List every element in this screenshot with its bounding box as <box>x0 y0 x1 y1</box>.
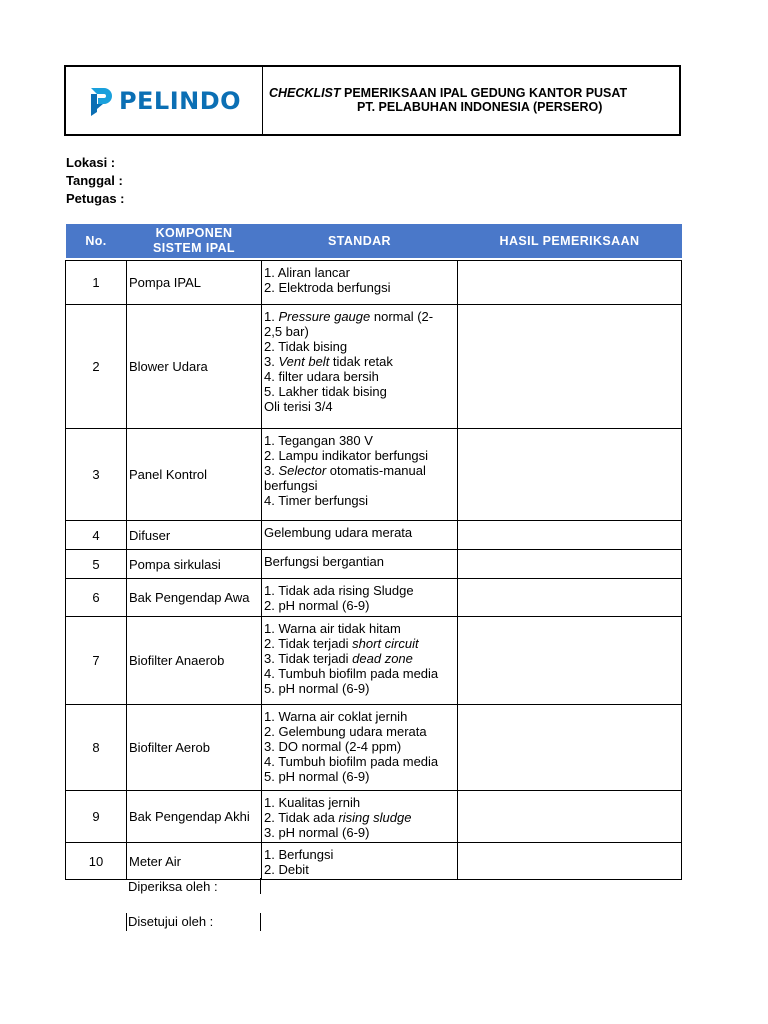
standar-text: Oli terisi 3/4 <box>264 399 333 414</box>
header-standar: STANDAR <box>262 224 458 258</box>
standar-text: 1. <box>264 309 279 324</box>
standar-text: otomatis-manual <box>326 463 426 478</box>
row-komponen: Biofilter Anaerob <box>127 617 262 705</box>
standar-line <box>264 825 455 840</box>
standar-text: berfungsi <box>264 478 318 493</box>
standar-line <box>264 448 455 463</box>
standar-text: 2. Gelembung udara merata <box>264 724 427 739</box>
table-row <box>66 261 682 305</box>
row-hasil-input[interactable] <box>458 579 682 617</box>
header-komponen-line1: KOMPONEN <box>155 226 233 240</box>
row-komponen: Panel Kontrol <box>127 429 262 521</box>
standar-line <box>264 754 455 769</box>
standar-line <box>264 463 455 478</box>
row-standar <box>262 843 458 880</box>
title-rest: PEMERIKSAAN IPAL GEDUNG KANTOR PUSAT <box>340 86 628 100</box>
standar-text: 5. pH normal (6-9) <box>264 769 370 784</box>
header-no: No. <box>66 224 127 258</box>
row-standar <box>262 791 458 843</box>
standar-text: 3. <box>264 354 279 369</box>
pelindo-logo-icon <box>87 86 113 116</box>
table-row <box>66 705 682 791</box>
row-hasil-input[interactable] <box>458 705 682 791</box>
row-standar <box>262 550 458 579</box>
standar-text: 4. Tumbuh biofilm pada media <box>264 666 439 681</box>
standar-line <box>264 847 455 862</box>
row-number: 3 <box>66 429 127 521</box>
standar-text: 1. Warna air coklat jernih <box>264 709 408 724</box>
row-standar <box>262 261 458 305</box>
title-italic: CHECKLIST <box>269 86 341 100</box>
standar-text: 4. filter udara bersih <box>264 369 379 384</box>
document-subtitle: PT. PELABUHAN INDONESIA (PERSERO) <box>357 100 603 114</box>
table-row <box>66 617 682 705</box>
standar-text: tidak retak <box>329 354 393 369</box>
standar-text: 1. Warna air tidak hitam <box>264 621 401 636</box>
logo-wordmark: PELINDO <box>118 86 242 115</box>
row-komponen: Bak Pengendap Awa <box>127 579 262 617</box>
lokasi-label: Lokasi : <box>66 155 116 170</box>
standar-line <box>264 666 455 681</box>
standar-text: 1. Tidak ada rising Sludge <box>264 583 414 598</box>
tanggal-label: Tanggal : <box>66 173 123 188</box>
standar-text: 2. Lampu indikator berfungsi <box>264 448 429 463</box>
table-row <box>66 429 682 521</box>
checklist-table <box>65 224 682 880</box>
pelindo-logo <box>87 86 241 116</box>
row-number: 9 <box>66 791 127 843</box>
petugas-label: Petugas : <box>66 191 125 206</box>
standar-text: 2. Tidak ada <box>264 810 339 825</box>
standar-line <box>264 583 455 598</box>
standar-line <box>264 554 455 569</box>
row-hasil-input[interactable] <box>458 617 682 705</box>
standar-text: 2. Tidak bising <box>264 339 348 354</box>
standar-line <box>264 324 455 339</box>
standar-line <box>264 369 455 384</box>
row-komponen: Pompa IPAL <box>127 261 262 305</box>
row-number: 4 <box>66 521 127 550</box>
standar-term-italic: dead zone <box>352 651 413 666</box>
standar-line <box>264 769 455 784</box>
standar-line <box>264 651 455 666</box>
row-komponen: Pompa sirkulasi <box>127 550 262 579</box>
standar-text: Gelembung udara merata <box>264 525 413 540</box>
row-hasil-input[interactable] <box>458 550 682 579</box>
row-number: 5 <box>66 550 127 579</box>
row-number: 8 <box>66 705 127 791</box>
standar-line <box>264 309 455 324</box>
standar-line <box>264 399 455 414</box>
standar-term-italic: rising sludge <box>338 810 412 825</box>
standar-term-italic: Pressure gauge <box>278 309 371 324</box>
standar-line <box>264 280 455 295</box>
standar-text: 4. Tumbuh biofilm pada media <box>264 754 439 769</box>
row-komponen: Difuser <box>127 521 262 550</box>
standar-text: 2. Debit <box>264 862 309 877</box>
standar-text: 2,5 bar) <box>264 324 309 339</box>
standar-text: 1. Berfungsi <box>264 847 334 862</box>
standar-line <box>264 384 455 399</box>
row-komponen: Meter Air <box>127 843 262 880</box>
standar-text: 5. pH normal (6-9) <box>264 681 370 696</box>
standar-line <box>264 598 455 613</box>
standar-line <box>264 339 455 354</box>
disetujui-left-divider <box>126 913 127 931</box>
row-hasil-input[interactable] <box>458 261 682 305</box>
diperiksa-label: Diperiksa oleh : <box>128 879 218 894</box>
standar-text: 1. Tegangan 380 V <box>264 433 373 448</box>
standar-line <box>264 681 455 696</box>
row-komponen: Blower Udara <box>127 305 262 429</box>
standar-term-italic: Selector <box>278 463 327 478</box>
standar-text: 5. Lakher tidak bising <box>264 384 387 399</box>
row-standar <box>262 617 458 705</box>
standar-text: 4. Timer berfungsi <box>264 493 369 508</box>
row-number: 2 <box>66 305 127 429</box>
row-standar <box>262 579 458 617</box>
meta-fields <box>66 154 125 208</box>
diperiksa-divider <box>260 878 261 894</box>
standar-text: 2. Elektroda berfungsi <box>264 280 391 295</box>
standar-text: 3. <box>264 463 279 478</box>
row-hasil-input[interactable] <box>458 843 682 880</box>
standar-line <box>264 810 455 825</box>
title-cell <box>263 67 679 134</box>
standar-line <box>264 525 455 540</box>
disetujui-label: Disetujui oleh : <box>128 914 214 929</box>
document-title <box>263 86 679 100</box>
standar-line <box>264 795 455 810</box>
table-row <box>66 305 682 429</box>
standar-text: 1. Kualitas jernih <box>264 795 361 810</box>
row-hasil-input[interactable] <box>458 429 682 521</box>
standar-text: Berfungsi bergantian <box>264 554 384 569</box>
standar-text: 3. pH normal (6-9) <box>264 825 370 840</box>
row-number: 6 <box>66 579 127 617</box>
table-row <box>66 521 682 550</box>
header-komponen-line2: SISTEM IPAL <box>153 241 235 255</box>
standar-line <box>264 265 455 280</box>
standar-line <box>264 493 455 508</box>
standar-term-italic: Vent belt <box>278 354 330 369</box>
header-komponen <box>127 224 262 258</box>
standar-text: normal (2- <box>370 309 434 324</box>
standar-text: 1. Aliran lancar <box>264 265 350 280</box>
standar-line <box>264 433 455 448</box>
header-hasil: HASIL PEMERIKSAAN <box>458 224 682 258</box>
row-number: 7 <box>66 617 127 705</box>
standar-line <box>264 478 455 493</box>
standar-line <box>264 709 455 724</box>
table-row <box>66 791 682 843</box>
table-row <box>66 843 682 880</box>
row-hasil-input[interactable] <box>458 521 682 550</box>
table-header-row <box>66 224 682 258</box>
standar-text: 2. pH normal (6-9) <box>264 598 370 613</box>
row-number: 1 <box>66 261 127 305</box>
document-header <box>64 65 681 136</box>
row-standar <box>262 705 458 791</box>
standar-term-italic: short circuit <box>352 636 419 651</box>
disetujui-divider <box>260 913 261 931</box>
row-hasil-input[interactable] <box>458 791 682 843</box>
logo-cell <box>66 67 263 134</box>
standar-text: 3. DO normal (2-4 ppm) <box>264 739 402 754</box>
row-standar <box>262 305 458 429</box>
row-standar <box>262 429 458 521</box>
table-row <box>66 579 682 617</box>
row-hasil-input[interactable] <box>458 305 682 429</box>
row-komponen: Bak Pengendap Akhi <box>127 791 262 843</box>
standar-line <box>264 621 455 636</box>
row-number: 10 <box>66 843 127 880</box>
standar-line <box>264 636 455 651</box>
standar-text: 2. Tidak terjadi <box>264 636 353 651</box>
row-standar <box>262 521 458 550</box>
table-row <box>66 550 682 579</box>
standar-line <box>264 862 455 877</box>
standar-line <box>264 739 455 754</box>
table-body <box>66 258 682 880</box>
row-komponen: Biofilter Aerob <box>127 705 262 791</box>
standar-line <box>264 354 455 369</box>
standar-text: 3. Tidak terjadi <box>264 651 353 666</box>
standar-line <box>264 724 455 739</box>
